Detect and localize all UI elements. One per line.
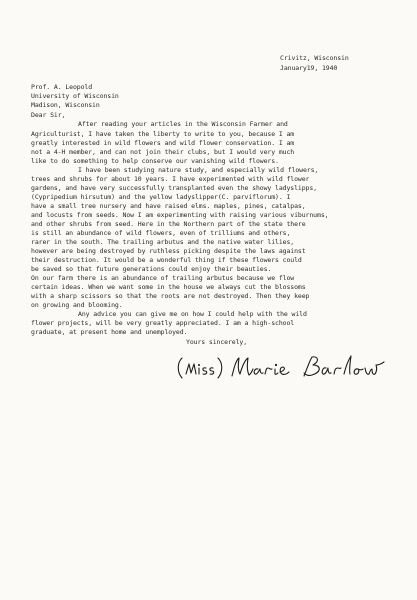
body-line: trees and shrubs for about 10 years. I have experimented with wild flower: [31, 175, 310, 183]
salutation: Dear Sir,: [31, 111, 66, 119]
body-line: with a sharp scissors so that the roots are not destroyed. Then they keep: [31, 292, 310, 300]
body-line: graduate, at present home and unemployed.: [31, 328, 188, 336]
body-line: After reading your articles in the Wisconsin Farmer and: [78, 120, 288, 128]
recipient-city: Madison, Wisconsin: [31, 101, 100, 109]
handwritten-signature: [176, 352, 391, 382]
body-line: be saved so that future generations could enjoy their beauties.: [31, 265, 272, 273]
body-line: is still an abundance of wild flowers, even of trilliums and others,: [31, 229, 291, 237]
body-line: on growing and blooming.: [31, 301, 123, 309]
body-line: greatly interested in wild flowers and wild flower conservation. I am: [31, 139, 295, 147]
body-line: Any advice you can give me on how I could help with the wild: [78, 310, 307, 318]
body-line: have a small tree nursery and have raised elms. maples, pines, catalpas,: [31, 202, 306, 210]
body-line: I have been studying nature study, and especially wild flowers,: [78, 166, 319, 174]
body-line: like to do something to help conserve our vanishing wild flowers.: [31, 157, 279, 165]
sender-place: Crivitz, Wisconsin: [280, 54, 349, 62]
body-line: and locusts from seeds. Now I am experimenting with raising various viburnums,: [31, 211, 329, 219]
body-line: flower projects, will be very greatly appreciated. I am a high-school: [31, 319, 295, 327]
body-line: not a 4-H member, and can not join their clubs, but I would very much: [31, 148, 295, 156]
body-line: rarer in the south. The trailing arbutus and the native water lilies,: [31, 238, 295, 246]
recipient-name: Prof. A. Leopold: [31, 83, 93, 91]
letter-date: January19, 1940: [280, 64, 338, 72]
body-line: certain ideas. When we want some in the house we always cut the blossoms: [31, 283, 306, 291]
body-line: gardens, and have very successfully transplanted even the showy ladyslipps,: [31, 184, 318, 192]
body-line: Agriculturist, I have taken the liberty to write to you, because I am: [31, 130, 295, 138]
body-line: (Cypripedium hirsutum) and the yellow ladyslipper(C. parviflorum). I: [31, 193, 291, 201]
recipient-organization: University of Wisconsin: [31, 92, 119, 100]
body-line: however are being destroyed by ruthless picking despite the laws against: [31, 247, 306, 255]
body-line: On our farm there is an abundance of trailing arbutus because we flow: [31, 274, 295, 282]
body-line: their destruction. It would be a wonderful thing if these flowers could: [31, 256, 302, 264]
closing: Yours sincerely,: [186, 338, 248, 346]
body-line: and other shrubs from seed. Here in the Northern part of the state there: [31, 220, 306, 228]
